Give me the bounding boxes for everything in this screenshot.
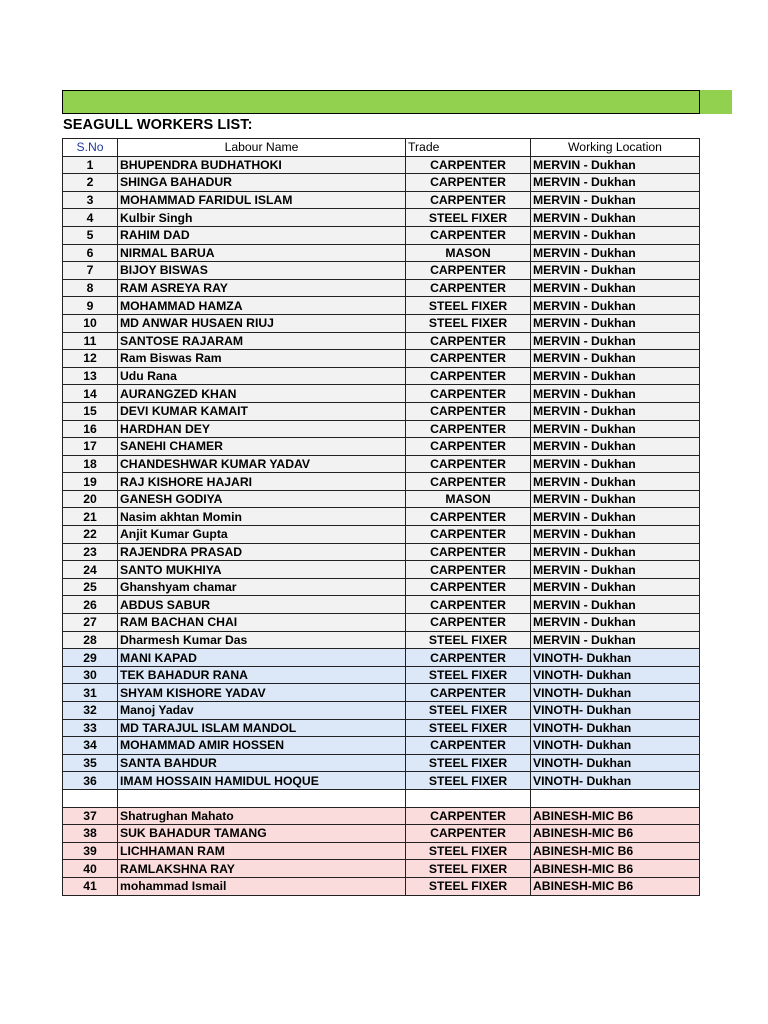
cell-working-location[interactable]: VINOTH- Dukhan [531,719,700,737]
cell-sno[interactable]: 26 [63,596,118,614]
cell-sno[interactable]: 8 [63,279,118,297]
table-row [63,614,700,632]
cell-sno[interactable]: 35 [63,754,118,772]
cell-labour-name[interactable]: Udu Rana [118,367,406,385]
cell-trade[interactable]: CARPENTER [406,807,531,825]
cell-labour-name[interactable]: RAJENDRA PRASAD [118,543,406,561]
cell-labour-name[interactable]: Ram Biswas Ram [118,350,406,368]
table-row [63,156,700,174]
cell-sno[interactable]: 25 [63,578,118,596]
cell-labour-name[interactable]: GANESH GODIYA [118,490,406,508]
cell-sno[interactable]: 38 [63,825,118,843]
table-row [63,543,700,561]
table-row [63,860,700,878]
cell-labour-name[interactable]: mohammad Ismail [118,877,406,895]
cell-trade[interactable]: CARPENTER [406,438,531,456]
cell-working-location[interactable]: ABINESH-MIC B6 [531,825,700,843]
table-row [63,596,700,614]
cell-trade[interactable]: STEEL FIXER [406,209,531,227]
cell-labour-name[interactable]: AURANGZED KHAN [118,385,406,403]
spacer-row [63,789,700,807]
cell-sno[interactable]: 1 [63,156,118,174]
cell-working-location[interactable]: MERVIN - Dukhan [531,279,700,297]
cell-sno[interactable]: 19 [63,473,118,491]
cell-trade[interactable]: CARPENTER [406,332,531,350]
cell-labour-name[interactable]: MD TARAJUL ISLAM MANDOL [118,719,406,737]
cell-working-location[interactable]: MERVIN - Dukhan [531,332,700,350]
cell-working-location[interactable]: MERVIN - Dukhan [531,490,700,508]
table-row [63,702,700,720]
cell-trade[interactable]: MASON [406,244,531,262]
cell-labour-name[interactable]: Nasim akhtan Momin [118,508,406,526]
cell-trade[interactable]: CARPENTER [406,367,531,385]
cell-working-location[interactable]: MERVIN - Dukhan [531,526,700,544]
table-row [63,737,700,755]
cell-trade[interactable]: CARPENTER [406,473,531,491]
cell-labour-name[interactable]: SUK BAHADUR TAMANG [118,825,406,843]
cell-labour-name[interactable]: SHYAM KISHORE YADAV [118,684,406,702]
cell-trade[interactable]: STEEL FIXER [406,772,531,790]
cell-trade[interactable]: CARPENTER [406,156,531,174]
cell-trade[interactable]: STEEL FIXER [406,631,531,649]
cell-sno[interactable]: 34 [63,737,118,755]
cell-trade[interactable]: CARPENTER [406,350,531,368]
cell-working-location[interactable]: MERVIN - Dukhan [531,367,700,385]
table-row [63,649,700,667]
cell-labour-name[interactable]: MOHAMMAD HAMZA [118,297,406,315]
table-row [63,842,700,860]
cell-labour-name[interactable]: SANTO MUKHIYA [118,561,406,579]
table-row [63,508,700,526]
cell-working-location[interactable]: MERVIN - Dukhan [531,209,700,227]
cell-working-location[interactable]: MERVIN - Dukhan [531,402,700,420]
cell-labour-name[interactable]: DEVI KUMAR KAMAIT [118,402,406,420]
cell-labour-name[interactable]: SANTA BAHDUR [118,754,406,772]
cell-working-location[interactable]: MERVIN - Dukhan [531,350,700,368]
cell-trade[interactable]: CARPENTER [406,279,531,297]
cell-working-location[interactable]: MERVIN - Dukhan [531,174,700,192]
table-row [63,578,700,596]
cell-trade[interactable]: CARPENTER [406,825,531,843]
cell-labour-name[interactable]: TEK BAHADUR RANA [118,666,406,684]
cell-labour-name[interactable]: HARDHAN DEY [118,420,406,438]
cell-trade[interactable]: CARPENTER [406,174,531,192]
cell-labour-name[interactable]: RAM BACHAN CHAI [118,614,406,632]
cell-sno[interactable]: 4 [63,209,118,227]
cell-working-location[interactable]: MERVIN - Dukhan [531,596,700,614]
cell-working-location[interactable]: MERVIN - Dukhan [531,438,700,456]
table-row [63,455,700,473]
cell-trade[interactable]: CARPENTER [406,649,531,667]
cell-labour-name[interactable]: Dharmesh Kumar Das [118,631,406,649]
cell-working-location[interactable]: MERVIN - Dukhan [531,314,700,332]
cell-working-location[interactable]: VINOTH- Dukhan [531,737,700,755]
cell-working-location[interactable]: MERVIN - Dukhan [531,631,700,649]
table-row [63,209,700,227]
cell-working-location[interactable]: MERVIN - Dukhan [531,578,700,596]
cell-sno[interactable]: 33 [63,719,118,737]
cell-sno[interactable]: 40 [63,860,118,878]
table-row [63,807,700,825]
table-row [63,367,700,385]
cell-sno[interactable]: 32 [63,702,118,720]
cell-trade[interactable]: STEEL FIXER [406,842,531,860]
cell-sno[interactable]: 29 [63,649,118,667]
cell-working-location[interactable]: VINOTH- Dukhan [531,754,700,772]
sheet-title: SEAGULL WORKERS LIST: [63,117,253,133]
cell-sno[interactable]: 2 [63,174,118,192]
cell-labour-name[interactable]: ABDUS SABUR [118,596,406,614]
cell-sno[interactable]: 5 [63,226,118,244]
column-header-sno[interactable]: S.No [63,139,118,157]
table-row [63,297,700,315]
cell-sno[interactable]: 13 [63,367,118,385]
cell-working-location[interactable]: MERVIN - Dukhan [531,455,700,473]
table-row [63,350,700,368]
cell-trade[interactable]: STEEL FIXER [406,719,531,737]
cell-trade[interactable]: STEEL FIXER [406,877,531,895]
cell-working-location[interactable]: MERVIN - Dukhan [531,420,700,438]
cell-working-location[interactable] [531,789,700,807]
cell-trade[interactable]: CARPENTER [406,684,531,702]
cell-trade[interactable]: CARPENTER [406,191,531,209]
cell-sno[interactable]: 17 [63,438,118,456]
table-row [63,174,700,192]
cell-trade[interactable]: STEEL FIXER [406,702,531,720]
table-row [63,402,700,420]
table-row [63,244,700,262]
table-row [63,526,700,544]
cell-sno[interactable]: 37 [63,807,118,825]
cell-working-location[interactable]: MERVIN - Dukhan [531,244,700,262]
header-row [63,139,700,157]
cell-working-location[interactable]: MERVIN - Dukhan [531,226,700,244]
cell-working-location[interactable]: VINOTH- Dukhan [531,702,700,720]
cell-trade[interactable]: CARPENTER [406,561,531,579]
cell-trade[interactable]: CARPENTER [406,402,531,420]
cell-sno[interactable]: 22 [63,526,118,544]
cell-working-location[interactable]: ABINESH-MIC B6 [531,842,700,860]
cell-sno[interactable]: 3 [63,191,118,209]
table-row [63,191,700,209]
cell-labour-name[interactable]: RAM ASREYA RAY [118,279,406,297]
cell-trade[interactable]: CARPENTER [406,737,531,755]
cell-labour-name[interactable]: LICHHAMAN RAM [118,842,406,860]
cell-labour-name[interactable]: Shatrughan Mahato [118,807,406,825]
cell-labour-name[interactable] [118,789,406,807]
column-header-trade[interactable]: Trade [406,139,531,157]
cell-working-location[interactable]: MERVIN - Dukhan [531,473,700,491]
cell-trade[interactable] [406,789,531,807]
table-row [63,561,700,579]
cell-labour-name[interactable]: MANI KAPAD [118,649,406,667]
cell-labour-name[interactable]: CHANDESHWAR KUMAR YADAV [118,455,406,473]
cell-labour-name[interactable]: Anjit Kumar Gupta [118,526,406,544]
cell-labour-name[interactable]: IMAM HOSSAIN HAMIDUL HOQUE [118,772,406,790]
cell-sno[interactable]: 31 [63,684,118,702]
cell-sno[interactable]: 11 [63,332,118,350]
cell-labour-name[interactable]: MD ANWAR HUSAEN RIUJ [118,314,406,332]
cell-working-location[interactable]: MERVIN - Dukhan [531,614,700,632]
cell-labour-name[interactable]: Ghanshyam chamar [118,578,406,596]
cell-sno[interactable]: 27 [63,614,118,632]
cell-sno[interactable]: 16 [63,420,118,438]
cell-working-location[interactable]: ABINESH-MIC B6 [531,877,700,895]
cell-sno[interactable]: 23 [63,543,118,561]
table-row [63,684,700,702]
cell-working-location[interactable]: VINOTH- Dukhan [531,666,700,684]
cell-working-location[interactable]: MERVIN - Dukhan [531,385,700,403]
cell-trade[interactable]: CARPENTER [406,578,531,596]
table-row [63,385,700,403]
table-row [63,473,700,491]
cell-trade[interactable]: CARPENTER [406,420,531,438]
cell-sno[interactable]: 30 [63,666,118,684]
cell-sno[interactable]: 18 [63,455,118,473]
cell-trade[interactable]: STEEL FIXER [406,860,531,878]
cell-trade[interactable]: STEEL FIXER [406,314,531,332]
cell-sno[interactable]: 12 [63,350,118,368]
table-row [63,262,700,280]
table-row [63,420,700,438]
cell-labour-name[interactable]: SANTOSE RAJARAM [118,332,406,350]
cell-working-location[interactable]: ABINESH-MIC B6 [531,860,700,878]
cell-working-location[interactable]: MERVIN - Dukhan [531,543,700,561]
column-header-working-location[interactable]: Working Location [531,139,700,157]
cell-trade[interactable]: CARPENTER [406,226,531,244]
cell-working-location[interactable]: VINOTH- Dukhan [531,684,700,702]
workers-table [62,138,700,896]
cell-sno[interactable]: 6 [63,244,118,262]
cell-working-location[interactable]: ABINESH-MIC B6 [531,807,700,825]
header-banner [62,90,732,114]
header-banner-cell[interactable] [62,90,700,114]
cell-sno[interactable]: 7 [63,262,118,280]
cell-working-location[interactable]: MERVIN - Dukhan [531,561,700,579]
table-row [63,719,700,737]
cell-working-location[interactable]: MERVIN - Dukhan [531,191,700,209]
cell-sno[interactable]: 36 [63,772,118,790]
cell-trade[interactable]: CARPENTER [406,543,531,561]
table-row [63,226,700,244]
cell-working-location[interactable]: VINOTH- Dukhan [531,649,700,667]
table-row [63,877,700,895]
table-row [63,754,700,772]
cell-sno[interactable]: 14 [63,385,118,403]
cell-labour-name[interactable]: MOHAMMAD FARIDUL ISLAM [118,191,406,209]
table-row [63,825,700,843]
cell-labour-name[interactable]: RAHIM DAD [118,226,406,244]
cell-labour-name[interactable]: Kulbir Singh [118,209,406,227]
cell-trade[interactable]: CARPENTER [406,455,531,473]
table-row [63,772,700,790]
cell-trade[interactable]: CARPENTER [406,596,531,614]
cell-labour-name[interactable]: MOHAMMAD AMIR HOSSEN [118,737,406,755]
table-row [63,438,700,456]
table-row [63,279,700,297]
cell-trade[interactable]: STEEL FIXER [406,754,531,772]
cell-working-location[interactable]: MERVIN - Dukhan [531,297,700,315]
table-body [63,156,700,895]
cell-working-location[interactable]: MERVIN - Dukhan [531,508,700,526]
cell-labour-name[interactable]: Manoj Yadav [118,702,406,720]
column-header-labour-name[interactable]: Labour Name [118,139,406,157]
cell-trade[interactable]: CARPENTER [406,614,531,632]
cell-labour-name[interactable]: SANEHI CHAMER [118,438,406,456]
table-row [63,314,700,332]
cell-sno[interactable]: 41 [63,877,118,895]
cell-sno[interactable]: 28 [63,631,118,649]
cell-sno[interactable] [63,789,118,807]
cell-trade[interactable]: CARPENTER [406,526,531,544]
table-row [63,332,700,350]
cell-trade[interactable]: STEEL FIXER [406,297,531,315]
table-row [63,631,700,649]
cell-sno[interactable]: 9 [63,297,118,315]
cell-labour-name[interactable]: NIRMAL BARUA [118,244,406,262]
cell-trade[interactable]: CARPENTER [406,385,531,403]
cell-labour-name[interactable]: BHUPENDRA BUDHATHOKI [118,156,406,174]
table-row [63,490,700,508]
cell-trade[interactable]: MASON [406,490,531,508]
cell-working-location[interactable]: MERVIN - Dukhan [531,262,700,280]
cell-trade[interactable]: STEEL FIXER [406,666,531,684]
cell-labour-name[interactable]: SHINGA BAHADUR [118,174,406,192]
cell-trade[interactable]: CARPENTER [406,508,531,526]
cell-labour-name[interactable]: RAMLAKSHNA RAY [118,860,406,878]
cell-sno[interactable]: 21 [63,508,118,526]
cell-labour-name[interactable]: BIJOY BISWAS [118,262,406,280]
table-row [63,666,700,684]
cell-sno[interactable]: 15 [63,402,118,420]
cell-sno[interactable]: 20 [63,490,118,508]
cell-trade[interactable]: CARPENTER [406,262,531,280]
cell-sno[interactable]: 10 [63,314,118,332]
cell-labour-name[interactable]: RAJ KISHORE HAJARI [118,473,406,491]
cell-sno[interactable]: 24 [63,561,118,579]
cell-sno[interactable]: 39 [63,842,118,860]
cell-working-location[interactable]: MERVIN - Dukhan [531,156,700,174]
cell-working-location[interactable]: VINOTH- Dukhan [531,772,700,790]
